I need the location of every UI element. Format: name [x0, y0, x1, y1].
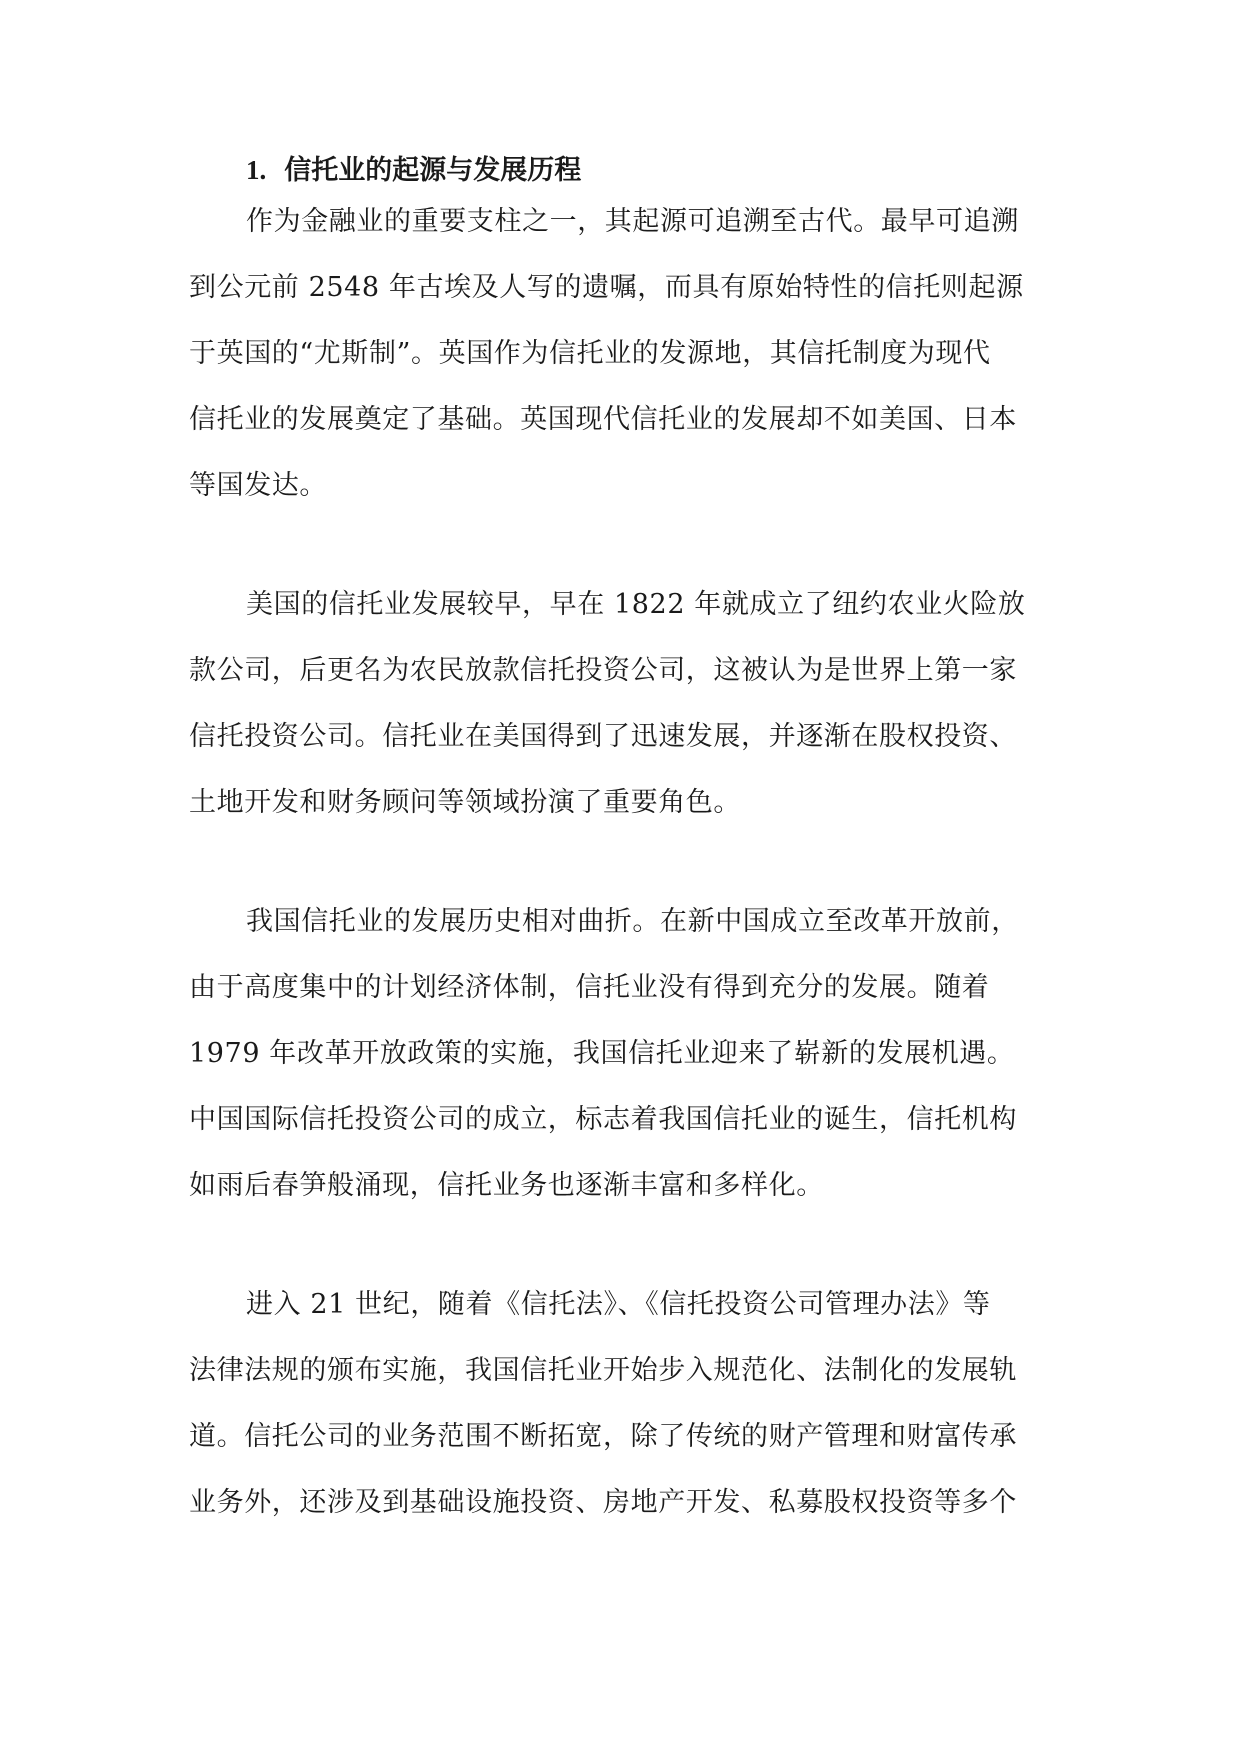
paragraph-2-line-3: 信托投资公司。信托业在美国得到了迅速发展，并逐渐在股权投资、 [189, 721, 1017, 752]
paragraph-4-line-4: 业务外，还涉及到基础设施投资、房地产开发、私募股权投资等多个 [189, 1487, 1017, 1518]
paragraph-4-line-2: 法律法规的颁布实施，我国信托业开始步入规范化、法制化的发展轨 [189, 1355, 1017, 1386]
paragraph-3-line-1: 我国信托业的发展历史相对曲折。在新中国成立至改革开放前， [246, 906, 1019, 937]
section-heading [246, 150, 581, 191]
paragraph-4-line-3: 道。信托公司的业务范围不断拓宽，除了传统的财产管理和财富传承 [189, 1421, 1017, 1452]
paragraph-2-line-2: 款公司，后更名为农民放款信托投资公司，这被认为是世界上第一家 [189, 655, 1017, 686]
paragraph-3-line-4: 中国国际信托投资公司的成立，标志着我国信托业的诞生，信托机构 [189, 1104, 1017, 1135]
paragraph-3-line-3: 1979 年改革开放政策的实施，我国信托业迎来了崭新的发展机遇。 [189, 1038, 1015, 1069]
paragraph-3-line-5: 如雨后春笋般涌现，信托业务也逐渐丰富和多样化。 [189, 1170, 824, 1201]
paragraph-1-line-1: 作为金融业的重要支柱之一，其起源可追溯至古代。最早可追溯 [246, 206, 1019, 237]
paragraph-1-line-2: 到公元前 2548 年古埃及人写的遗嘱，而具有原始特性的信托则起源 [189, 272, 1024, 303]
paragraph-1-line-4: 信托业的发展奠定了基础。英国现代信托业的发展却不如美国、日本 [189, 404, 1017, 435]
paragraph-1-line-3: 于英国的“尤斯制”。英国作为信托业的发源地，其信托制度为现代 [189, 338, 991, 369]
paragraph-2-line-1: 美国的信托业发展较早，早在 1822 年就成立了纽约农业火险放 [246, 589, 1026, 620]
paragraph-1-line-5: 等国发达。 [189, 470, 327, 501]
section-number: 1. [246, 155, 267, 185]
paragraph-2-line-4: 土地开发和财务顾问等领域扮演了重要角色。 [189, 787, 741, 818]
paragraph-3-line-2: 由于高度集中的计划经济体制，信托业没有得到充分的发展。随着 [189, 972, 990, 1003]
paragraph-4-line-1: 进入 21 世纪，随着《信托法》、《信托投资公司管理办法》等 [246, 1289, 991, 1320]
section-title: 信托业的起源与发展历程 [284, 155, 582, 186]
